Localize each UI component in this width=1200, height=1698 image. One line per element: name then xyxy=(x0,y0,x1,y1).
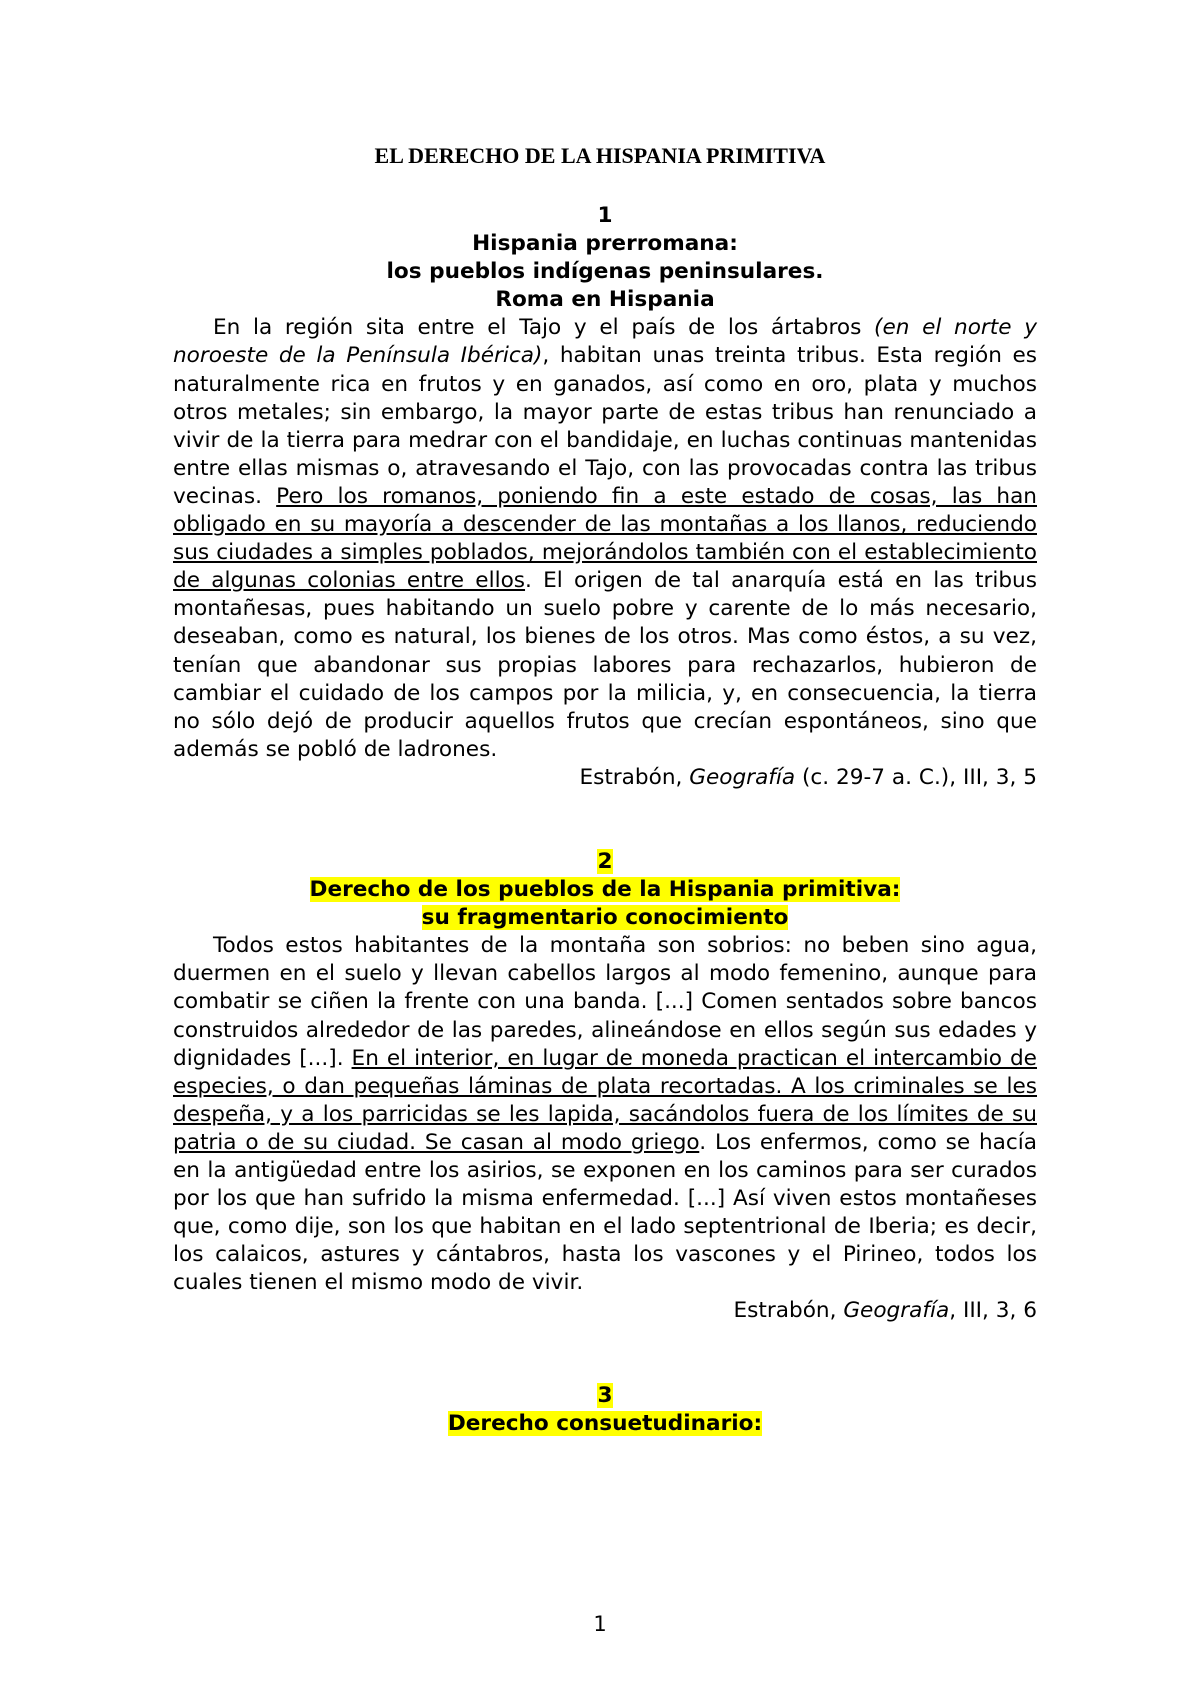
text-run: Todos estos habitantes de la montaña son sobrios: no beben sino agua, duermen en el suelo y llevan cabellos largos al modo femenino, aunque para combatir se ciñen la frente con una banda. [...] Comen sentados sobre bancos construidos alrededor de las paredes, alineándose en ellos según sus edades y dignidades [...]. xyxy=(173,933,1037,1071)
underlined-text-run: Pero los romanos, poniendo fin a este estado de cosas, las han obligado en su mayoría a descender de las montañas a los llanos, reduciendo sus ciudades a simples poblados, mejorándolos también con el establecimiento de algunas colonias entre ellos xyxy=(173,483,1037,594)
highlighted-text: su fragmentario conocimiento xyxy=(421,905,789,931)
citation xyxy=(173,1297,1037,1325)
section-paragraph xyxy=(173,932,1037,1297)
text-run: En la región sita entre el Tajo y el país de los ártabros xyxy=(213,315,875,341)
text-run: . Los enfermos, como se hacía en la antigüedad entre los asirios, se exponen en los caminos para ser curados por los que han sufrido la misma enfermedad. [...] Así viven estos montañeses que, como dije, son los que habitan en el lado septentrional de Iberia; es decir, los calaicos, astures y cántabros, hasta los vascones y el Pirineo, todos los cuales tienen el mismo modo de vivir. xyxy=(173,1129,1037,1296)
text-run: , habitan unas treinta tribus. Esta región es naturalmente rica en frutos y en ganados, así como en oro, plata y muchos otros metales; sin embargo, la mayor parte de estas tribus han renunciado a vivir de la tierra para medrar con el bandidaje, en luchas continuas mantenidas entre ellas mismas o, atravesando el Tajo, con las provocadas contra las tribus vecinas. xyxy=(173,343,1037,509)
section-number xyxy=(173,1382,1037,1410)
section-3 xyxy=(173,1382,1037,1438)
spacer xyxy=(173,792,1037,848)
document-title: EL DERECHO DE LA HISPANIA PRIMITIVA xyxy=(374,143,826,168)
section-paragraph xyxy=(173,314,1037,764)
highlighted-text: Derecho consuetudinario: xyxy=(447,1410,763,1436)
section-heading-line xyxy=(173,904,1037,932)
citation xyxy=(173,764,1037,792)
section-heading-line: Hispania prerromana: xyxy=(472,231,738,257)
highlighted-text: 2 xyxy=(597,848,613,874)
section-2 xyxy=(173,848,1037,1326)
section-heading-line: Roma en Hispania xyxy=(495,287,715,313)
citation-reference: , III, 3, 6 xyxy=(949,1298,1037,1324)
citation-work: Geografía xyxy=(843,1298,950,1324)
citation-author: Estrabón, xyxy=(579,764,690,790)
citation-work: Geografía xyxy=(689,764,796,790)
citation-reference: (c. 29-7 a. C.), III, 3, 5 xyxy=(795,764,1037,790)
section-heading-line xyxy=(173,1410,1037,1438)
section-number xyxy=(173,848,1037,876)
page-number: 1 xyxy=(593,1612,607,1636)
highlighted-text: 3 xyxy=(597,1382,613,1408)
citation-author: Estrabón, xyxy=(733,1298,844,1324)
italic-text-run: (en el norte y noroeste de la Península Ibérica) xyxy=(173,315,1037,369)
highlighted-text: Derecho de los pueblos de la Hispania primitiva: xyxy=(309,877,901,903)
underlined-text-run: En el interior, en lugar de moneda practican el intercambio de especies, o dan pequeñas láminas de plata recortadas. A los criminales se les despeña, y a los parricidas se les lapida, sacándolos fuera de los límites de su patria o de su ciudad. Se casan al modo griego xyxy=(173,1045,1037,1155)
section-heading-line xyxy=(173,876,1037,904)
text-run: . El origen de tal anarquía está en las tribus montañesas, pues habitando un suelo pobre y carente de lo más necesario, deseaban, como es natural, los bienes de los otros. Mas como éstos, a su vez, tenían que abandonar sus propias labores para rechazarlos, hubieron de cambiar el cuidado de los campos por la milicia, y, en consecuencia, la tierra no sólo dejó de producir aquellos frutos que crecían espontáneos, sino que además se pobló de ladrones. xyxy=(173,568,1037,762)
document-body xyxy=(173,202,1037,1438)
section-number: 1 xyxy=(597,203,613,228)
spacer xyxy=(173,1326,1037,1382)
section-heading-line: los pueblos indígenas peninsulares. xyxy=(386,259,824,285)
section-1 xyxy=(173,202,1037,792)
